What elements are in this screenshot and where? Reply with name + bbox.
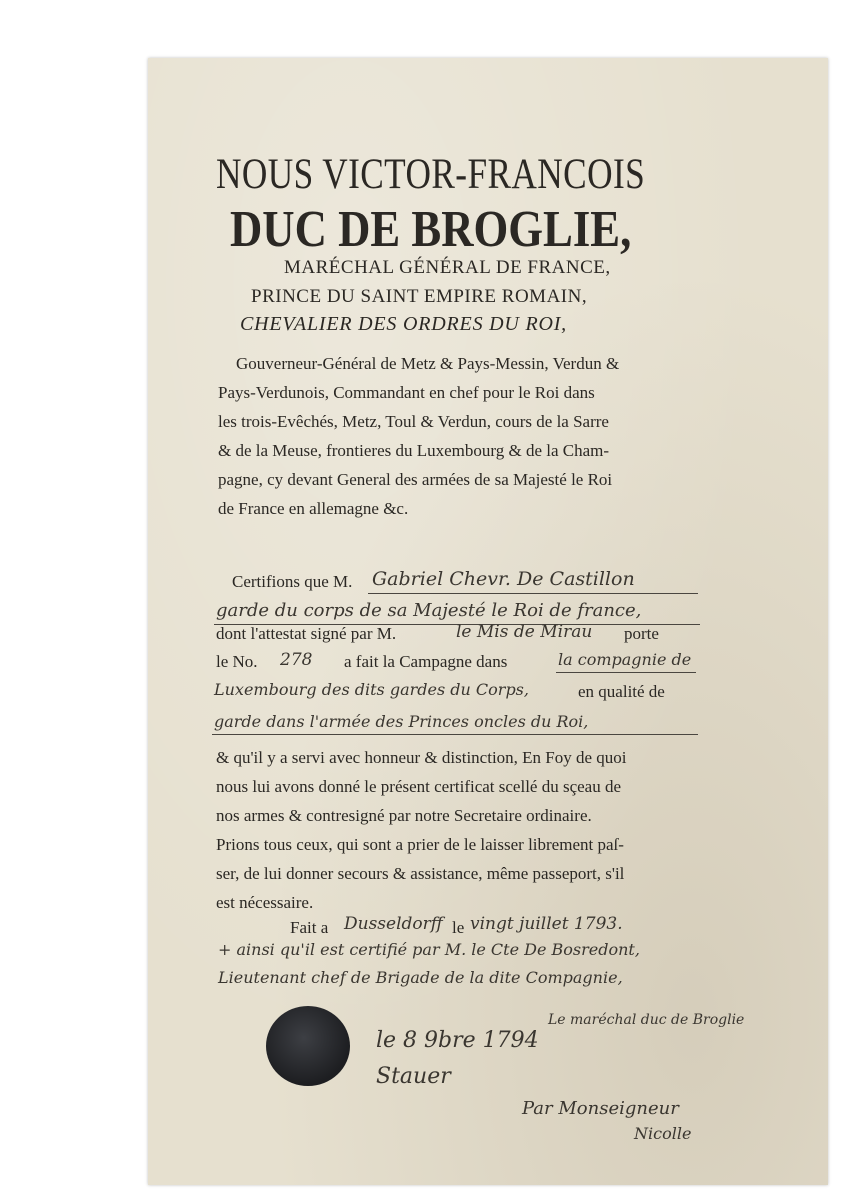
cert-underline-1 xyxy=(368,593,698,594)
title-line-3: MARÉCHAL GÉNÉRAL DE FRANCE, xyxy=(284,257,611,278)
hand-note-2: Lieutenant chef de Brigade de la dite Compagnie, xyxy=(218,968,623,987)
cert-line-2-hand: garde du corps de sa Majesté le Roi de france, xyxy=(216,600,642,621)
title-line-2: DUC DE BROGLIE, xyxy=(230,201,632,258)
cert-line-5-hand: Luxembourg des dits gardes du Corps, xyxy=(214,680,529,699)
wax-seal-icon xyxy=(266,1006,350,1086)
intro-line-1: Gouverneur-Général de Metz & Pays-Messin, Verdun & xyxy=(236,354,620,373)
cert-line-4-hand-a: 278 xyxy=(280,650,313,670)
le-print: le xyxy=(452,918,465,937)
cert-line-8: nous lui avons donné le présent certificat scellé du sçeau de xyxy=(216,777,622,796)
intro-line-6: de France en allemagne &c. xyxy=(218,499,409,518)
cert-underline-6 xyxy=(212,734,698,735)
title-line-5: CHEVALIER DES ORDRES DU ROI, xyxy=(240,313,567,335)
intro-line-5: pagne, cy devant General des armées de sa Majesté le Roi xyxy=(218,470,613,489)
cert-line-4-print-b: a fait la Campagne dans xyxy=(344,652,508,671)
fait-place-hand: Dusseldorff xyxy=(344,914,443,934)
cert-line-3-hand: le Mis de Mirau xyxy=(456,622,593,642)
cert-line-12: est nécessaire. xyxy=(216,893,314,912)
intro-line-2: Pays-Verdunois, Commandant en chef pour le Roi dans xyxy=(218,383,595,402)
cert-line-3-print-a: dont l'attestat signé par M. xyxy=(216,624,397,643)
title-line-1: NOUS VICTOR-FRANCOIS xyxy=(216,151,646,198)
cert-line-4-hand-b: la compagnie de xyxy=(558,650,692,669)
hand-note-1: + ainsi qu'il est certifié par M. le Cte De Bosredont, xyxy=(218,940,640,959)
fait-date-hand: vingt juillet 1793. xyxy=(470,914,623,934)
par-monseigneur: Par Monseigneur xyxy=(522,1098,679,1119)
cert-line-11: ser, de lui donner secours & assistance, même passeport, s'il xyxy=(216,864,625,883)
cert-line-9: nos armes & contresigné par notre Secretaire ordinaire. xyxy=(216,806,592,825)
cert-line-5-print: en qualité de xyxy=(578,682,665,701)
fait-print: Fait a xyxy=(290,918,329,937)
cert-underline-4 xyxy=(556,672,696,673)
intro-line-4: & de la Meuse, frontieres du Luxembourg & de la Cham- xyxy=(218,441,610,460)
title-line-4: PRINCE DU SAINT EMPIRE ROMAIN, xyxy=(251,286,588,307)
hand-date-2: le 8 9bre 1794 xyxy=(376,1028,539,1053)
cert-line-1-print: Certifions que M. xyxy=(232,572,353,591)
cert-line-3-print-b: porte xyxy=(624,624,659,643)
cert-line-7: & qu'il y a servi avec honneur & distinction, En Foy de quoi xyxy=(216,748,627,767)
signature-broglie: Le maréchal duc de Broglie xyxy=(548,1012,745,1028)
cert-line-10: Prions tous ceux, qui sont a prier de le laisser librement paſ- xyxy=(216,835,624,854)
cert-line-4-print-a: le No. xyxy=(216,652,258,671)
signature-nicolle: Nicolle xyxy=(634,1124,692,1143)
signature-stauer: Stauer xyxy=(376,1064,451,1089)
cert-line-1-hand: Gabriel Chevr. De Castillon xyxy=(372,568,635,590)
intro-line-3: les trois-Evêchés, Metz, Toul & Verdun, cours de la Sarre xyxy=(218,412,609,431)
cert-line-6-hand: garde dans l'armée des Princes oncles du Roi, xyxy=(214,712,589,731)
